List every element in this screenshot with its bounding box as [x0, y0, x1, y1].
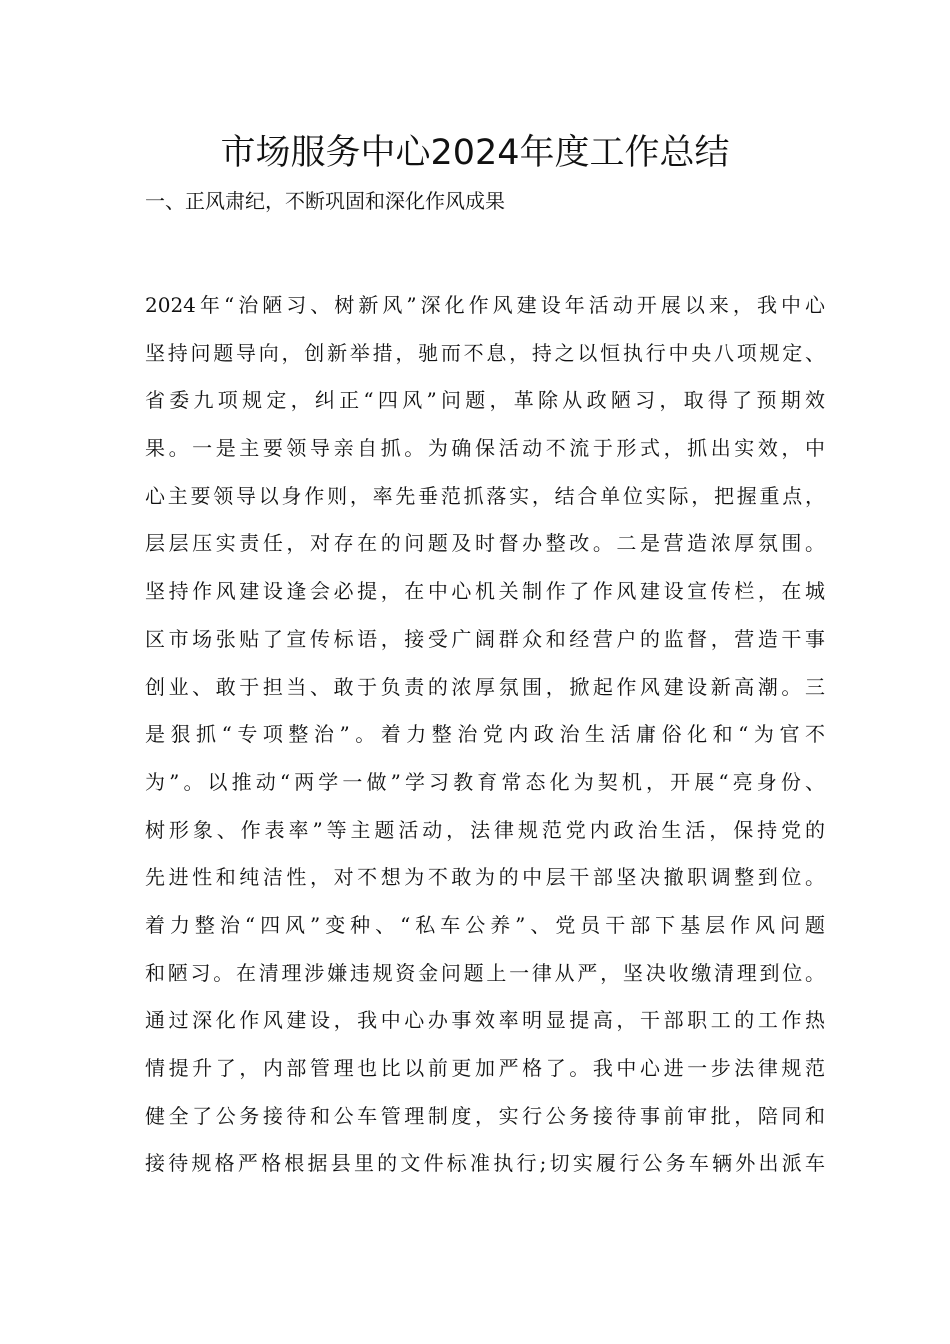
paragraph-line: 健全了公务接待和公车管理制度，实行公务接待事前审批，陪同和	[145, 1103, 825, 1128]
paragraph-line: 树形象、作表率”等主题活动，法律规范党内政治生活，保持党的	[145, 817, 825, 842]
paragraph-line: 先进性和纯洁性，对不想为不敢为的中层干部坚决撤职调整到位。	[145, 865, 825, 890]
paragraph-line: 坚持作风建设逢会必提，在中心机关制作了作风建设宣传栏，在城	[145, 579, 825, 604]
paragraph-line: 接待规格严格根据县里的文件标准执行;切实履行公务车辆外出派车	[145, 1151, 825, 1176]
paragraph-line: 和陋习。在清理涉嫌违规资金问题上一律从严，坚决收缴清理到位。	[145, 960, 825, 985]
paragraph-line: 2024年“治陋习、树新风”深化作风建设年活动开展以来，我中心	[145, 293, 825, 317]
paragraph-line: 层层压实责任，对存在的问题及时督办整改。二是营造浓厚氛围。	[145, 531, 825, 556]
paragraph-line: 心主要领导以身作则，率先垂范抓落实，结合单位实际，把握重点，	[145, 483, 825, 508]
paragraph-line: 着力整治“四风”变种、“私车公养”、党员干部下基层作风问题	[145, 912, 825, 937]
paragraph-line: 省委九项规定，纠正“四风”问题，革除从政陋习，取得了预期效	[145, 388, 825, 413]
paragraph-line: 果。一是主要领导亲自抓。为确保活动不流于形式，抓出实效，中	[145, 436, 825, 461]
document-title: 市场服务中心2024年度工作总结	[220, 133, 730, 173]
paragraph-line: 区市场张贴了宣传标语，接受广阔群众和经营户的监督，营造干事	[145, 626, 825, 651]
section-heading: 一、正风肃纪，不断巩固和深化作风成果	[145, 189, 505, 213]
body-paragraph	[145, 282, 825, 1188]
paragraph-line: 坚持问题导向，创新举措，驰而不息，持之以恒执行中央八项规定、	[145, 340, 825, 365]
paragraph-line: 通过深化作风建设，我中心办事效率明显提高，干部职工的工作热	[145, 1008, 825, 1033]
paragraph-line: 创业、敢于担当、敢于负责的浓厚氛围，掀起作风建设新高潮。三	[145, 674, 825, 699]
paragraph-line: 情提升了，内部管理也比以前更加严格了。我中心进一步法律规范	[145, 1056, 825, 1080]
paragraph-line: 为”。以推动“两学一做”学习教育常态化为契机，开展“亮身份、	[145, 769, 825, 794]
paragraph-line: 是狠抓“专项整治”。着力整治党内政治生活庸俗化和“为官不	[145, 722, 825, 747]
